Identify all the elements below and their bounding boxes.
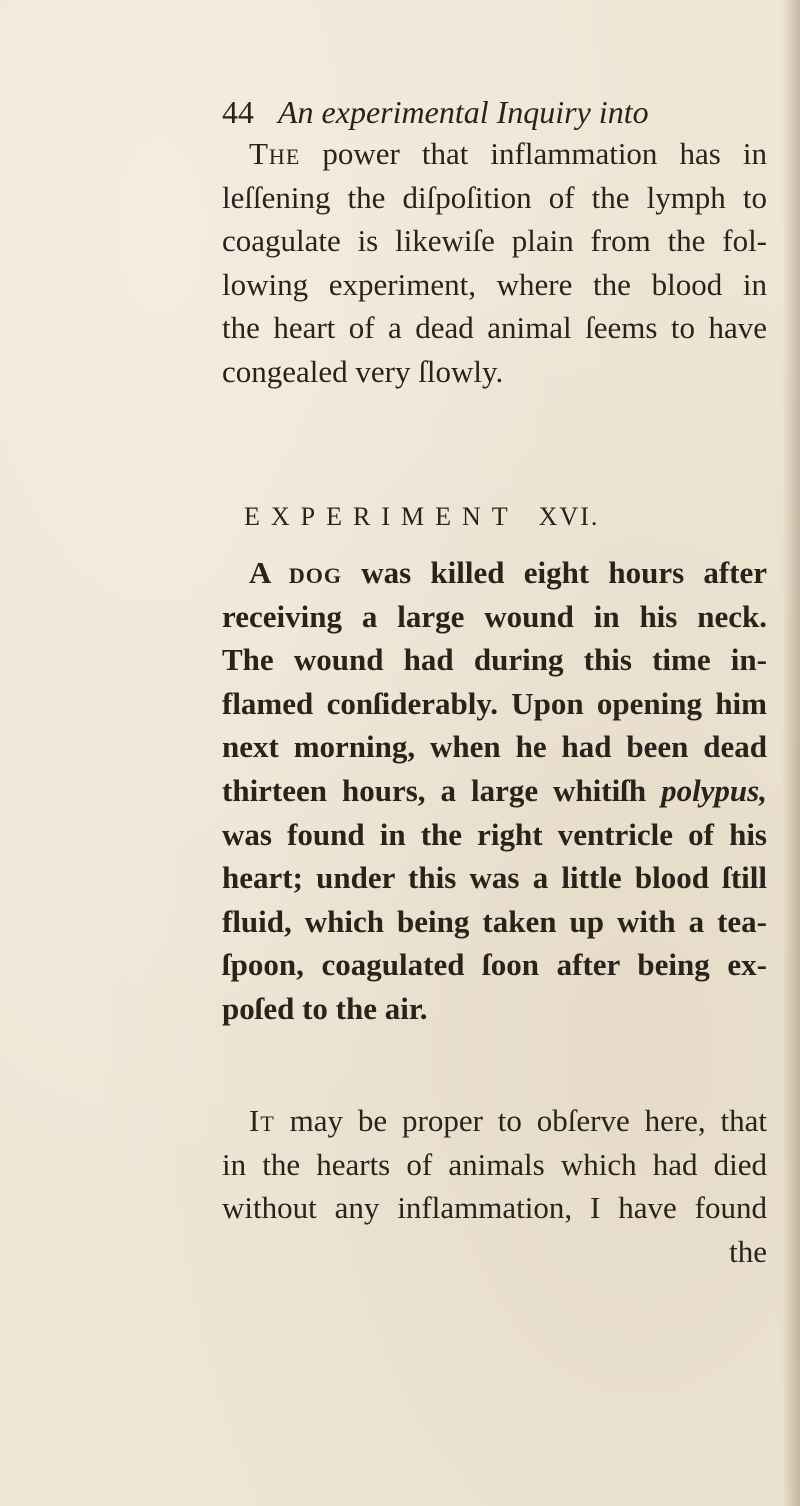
text-line: The wound had during this time in- bbox=[222, 642, 767, 678]
italic-term: polypus, bbox=[661, 772, 767, 808]
line-text: thirteen hours, a large whitiſh bbox=[222, 772, 647, 808]
lead-initial: A bbox=[249, 555, 270, 590]
lead-word: The bbox=[249, 136, 301, 171]
text-line: flamed conſiderably. Upon opening him bbox=[222, 685, 767, 721]
text-line: in the hearts of animals which had died bbox=[222, 1146, 767, 1182]
text-line: next morning, when he had been dead bbox=[222, 729, 767, 765]
text-line bbox=[222, 769, 767, 813]
text-line: fluid, which being taken up with a tea- bbox=[222, 903, 767, 939]
line-text: was killed eight hours after bbox=[361, 555, 768, 590]
text-line: ſpoon, coagulated ſoon after being ex- bbox=[222, 947, 767, 983]
text-line: without any inflammation, I have found bbox=[222, 1190, 767, 1226]
text-line: heart; under this was a little blood ſtill bbox=[222, 860, 767, 896]
text-line: the heart of a dead animal ſeems to have bbox=[222, 310, 767, 346]
paragraph-2 bbox=[222, 551, 767, 1031]
paragraph-1 bbox=[222, 132, 767, 394]
line-text: may be proper to obſerve here, that bbox=[289, 1103, 768, 1138]
text-line: was found in the right ventricle of his bbox=[222, 816, 767, 852]
text-line bbox=[222, 1099, 767, 1143]
catchword: the bbox=[729, 1233, 767, 1269]
running-head: An experimental Inquiry into bbox=[278, 94, 649, 130]
paragraph-3 bbox=[222, 1099, 767, 1273]
page-header bbox=[222, 92, 782, 132]
lead-word: dog bbox=[288, 555, 343, 590]
text-line: lowing experiment, where the blood in bbox=[222, 266, 767, 302]
page-number: 44 bbox=[222, 94, 254, 130]
text-line: poſed to the air. bbox=[222, 990, 428, 1026]
text-line: receiving a large wound in his neck. bbox=[222, 598, 767, 634]
text-line bbox=[222, 551, 767, 595]
lead-word: It bbox=[249, 1103, 275, 1138]
experiment-heading bbox=[244, 500, 784, 534]
line-text: power that inflammation has in bbox=[322, 136, 767, 171]
experiment-label: EXPERIMENT bbox=[244, 502, 519, 531]
text-line: leſſening the diſpoſition of the lymph to bbox=[222, 179, 767, 215]
text-line: congealed very ſlowly. bbox=[222, 353, 504, 389]
experiment-number: XVI. bbox=[538, 502, 600, 531]
page-edge-shadow bbox=[782, 0, 800, 1506]
text-line: coagulate is likewiſe plain from the fol- bbox=[222, 223, 767, 259]
text-line bbox=[222, 132, 767, 176]
